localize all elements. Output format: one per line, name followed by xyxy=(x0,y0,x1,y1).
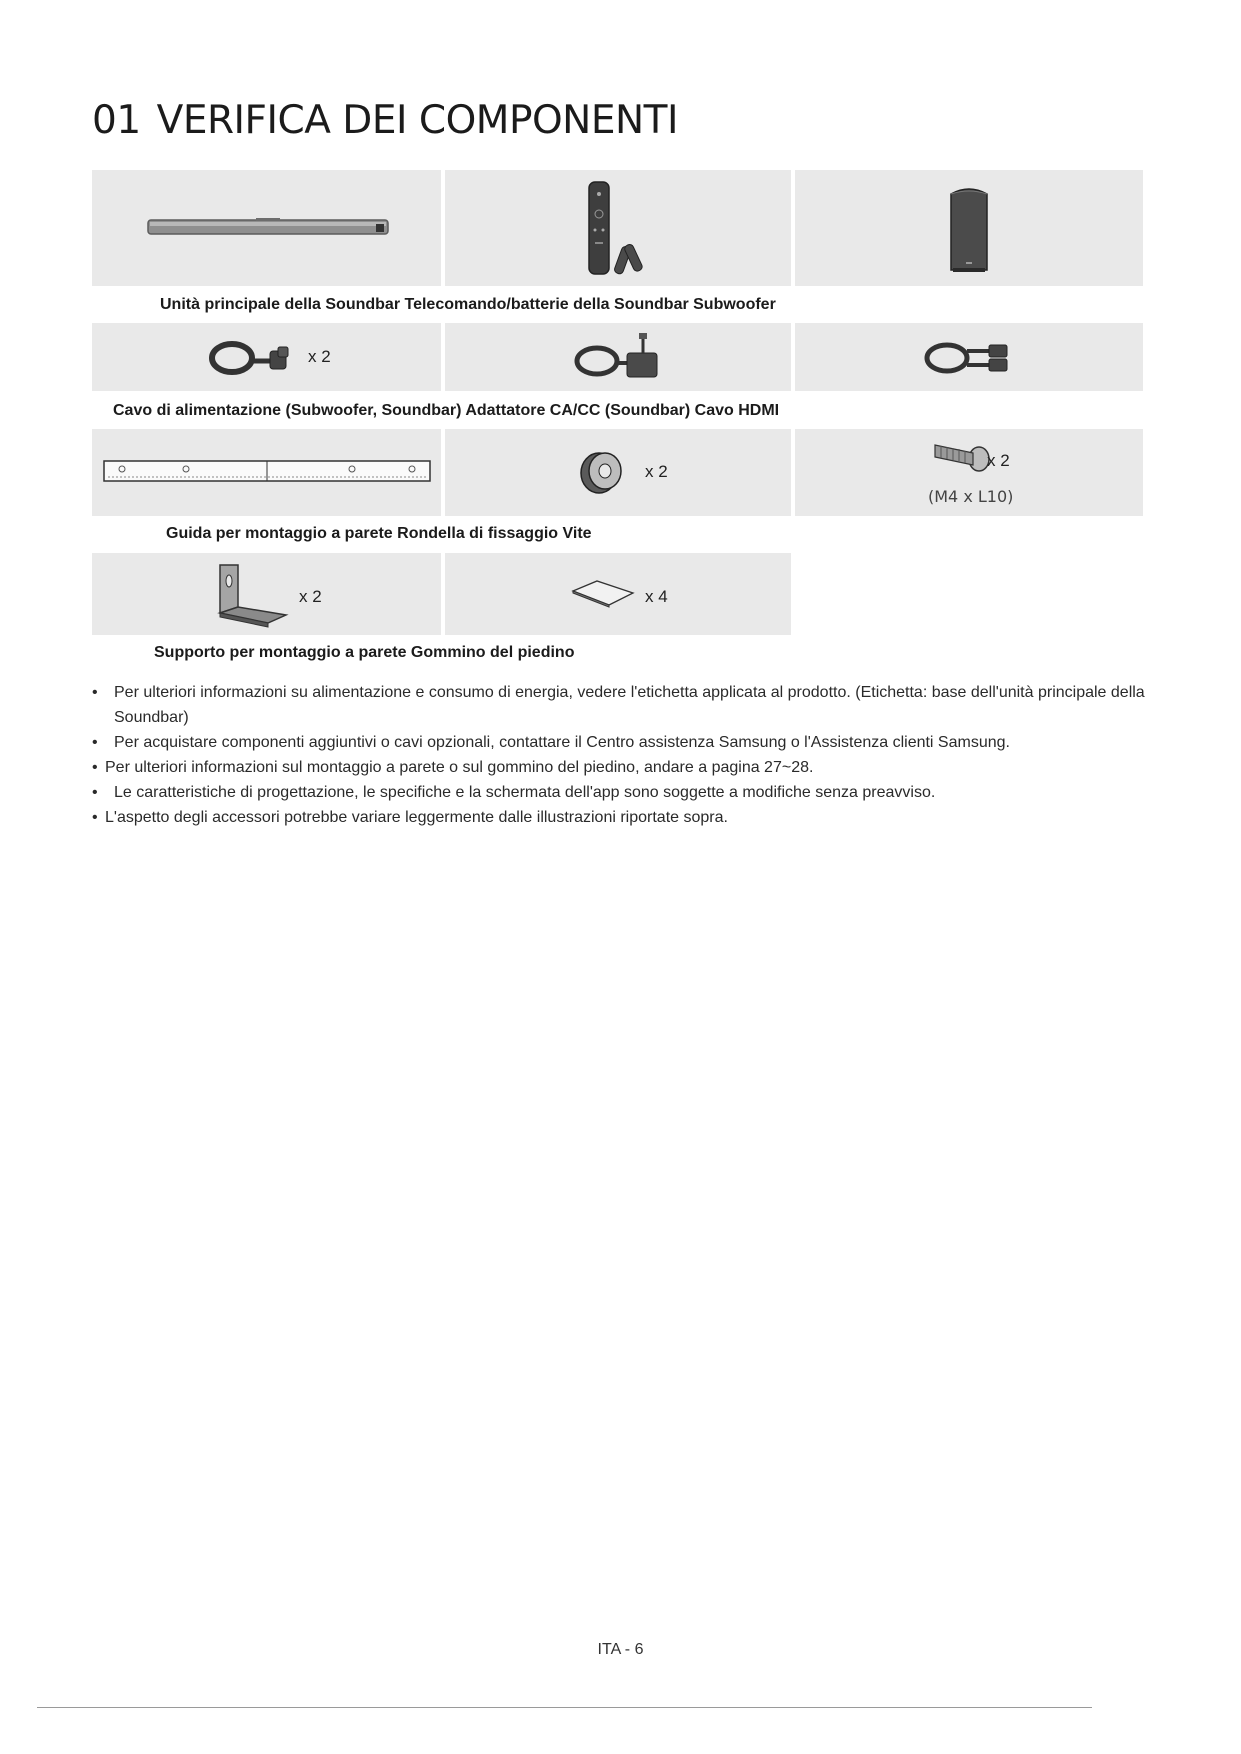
screw-quantity: x 2 xyxy=(987,451,1010,470)
component-cell-hdmi xyxy=(795,323,1143,391)
section-title: VERIFICA DEI COMPONENTI xyxy=(156,98,678,143)
note-item xyxy=(92,755,1152,780)
row4-caption: Supporto per montaggio a parete Gommino del piedino xyxy=(154,644,575,661)
note-item xyxy=(92,680,1152,705)
note-bullet: • xyxy=(92,784,98,801)
wall-mount-guide-illustration xyxy=(102,459,432,483)
foot-pad-quantity: x 4 xyxy=(645,587,668,606)
note-item xyxy=(92,730,1152,755)
component-cell-soundbar xyxy=(92,170,441,286)
component-cell-subwoofer xyxy=(795,170,1143,286)
note-text: Per ulteriori informazioni sul montaggio a parete o sul gommino del piedino, andare a pagina 27~28. xyxy=(105,759,814,776)
component-cell-wall-mount-guide xyxy=(92,429,441,516)
note-bullet: • xyxy=(92,684,98,701)
power-cable-quantity: x 2 xyxy=(308,347,331,366)
washer-illustration xyxy=(577,447,627,497)
ac-dc-adapter-illustration xyxy=(571,331,667,381)
subwoofer-illustration xyxy=(947,184,991,274)
note-text: Per ulteriori informazioni su alimentazione e consumo di energia, vedere l'etichetta applicata al prodotto. (Etichetta: base dell'unità principale della xyxy=(114,684,1145,701)
wall-bracket-illustration xyxy=(212,561,292,629)
washer-quantity: x 2 xyxy=(645,462,668,481)
component-cell-wall-bracket xyxy=(92,553,441,635)
component-cell-foot-pad xyxy=(445,553,791,635)
row1-caption: Unità principale della Soundbar Telecomando/batterie della Soundbar Subwoofer xyxy=(160,296,776,313)
note-text: Per acquistare componenti aggiuntivi o cavi opzionali, contattare il Centro assistenza Samsung o l'Assistenza clienti Samsung. xyxy=(114,734,1010,751)
footer-divider xyxy=(37,1707,1092,1708)
row2-caption: Cavo di alimentazione (Subwoofer, Soundbar) Adattatore CA/CC (Soundbar) Cavo HDMI xyxy=(113,402,780,419)
component-cell-power-cable xyxy=(92,323,441,391)
note-item xyxy=(92,705,1152,730)
hdmi-cable-illustration xyxy=(921,337,1017,379)
page-number: ITA - 6 xyxy=(597,1641,644,1658)
screw-specification: (M4 x L10) xyxy=(928,487,1014,506)
note-text: L'aspetto degli accessori potrebbe variare leggermente dalle illustrazioni riportate sopra. xyxy=(105,809,728,826)
page-title xyxy=(92,98,678,143)
soundbar-illustration xyxy=(146,216,390,238)
component-cell-adapter xyxy=(445,323,791,391)
foot-pad-illustration xyxy=(571,579,635,609)
screw-illustration xyxy=(929,439,993,475)
notes-list xyxy=(92,680,1152,830)
note-bullet: • xyxy=(92,759,98,776)
component-cell-remote xyxy=(445,170,791,286)
section-number: 01 xyxy=(92,98,141,143)
note-bullet: • xyxy=(92,809,98,826)
component-cell-screw xyxy=(795,429,1143,516)
row3-caption: Guida per montaggio a parete Rondella di fissaggio Vite xyxy=(166,525,592,542)
component-cell-washer xyxy=(445,429,791,516)
remote-control-illustration xyxy=(585,180,655,280)
note-text: Le caratteristiche di progettazione, le specifiche e la schermata dell'app sono soggette a modifiche senza preavviso. xyxy=(114,784,936,801)
note-item xyxy=(92,805,1152,830)
note-item xyxy=(92,780,1152,805)
note-bullet: • xyxy=(92,734,98,751)
bracket-quantity: x 2 xyxy=(299,587,322,606)
note-text: Soundbar) xyxy=(114,709,189,726)
power-cable-illustration xyxy=(208,337,294,379)
